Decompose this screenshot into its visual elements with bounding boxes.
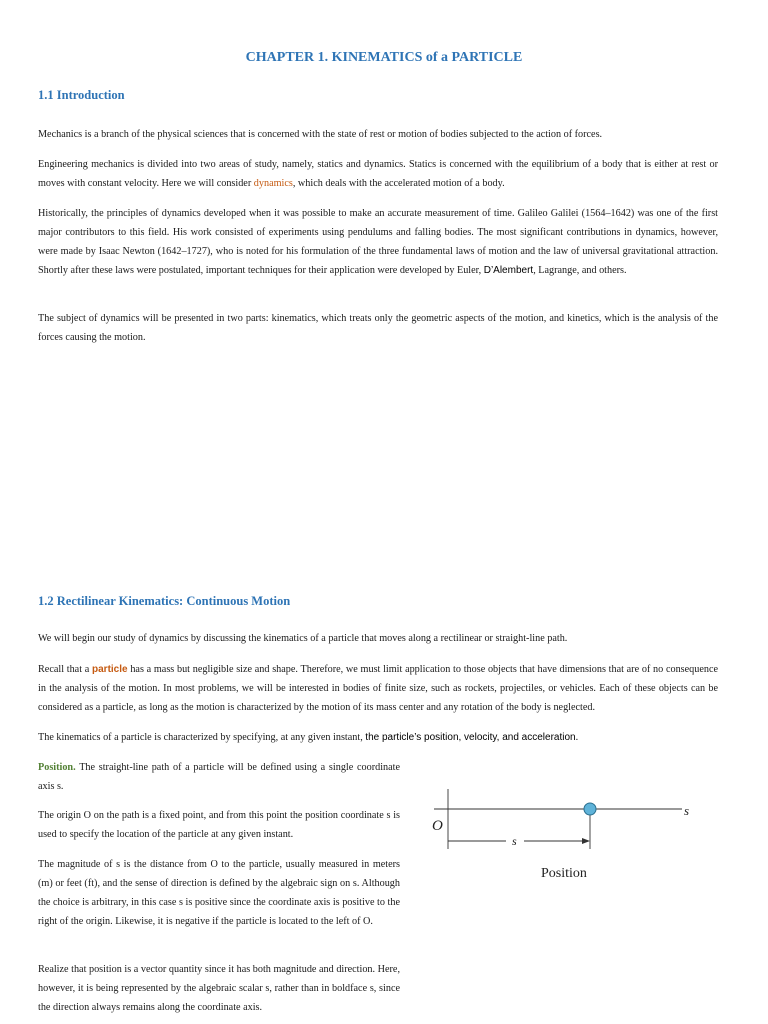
origin-paragraph: The origin O on the path is a fixed point, and from this point the position coordinate s is used to specify the location of the particle at any given instant. <box>38 810 400 840</box>
section-heading-rectilinear: 1.2 Rectilinear Kinematics: Continuous Motion <box>38 594 291 608</box>
section-heading-introduction: 1.1 Introduction <box>38 88 125 102</box>
rectilinear-paragraph-1: We will begin our study of dynamics by discussing the kinematics of a particle that moves along a rectilinear or straight-line path. <box>38 633 568 644</box>
position-paragraph: Position. The straight-line path of a particle will be defined using a single coordinate axis s. <box>38 762 400 792</box>
term-dynamics: dynamics <box>253 178 293 189</box>
dimension-arrow-head <box>582 838 590 844</box>
intro-paragraph-3: Historically, the principles of dynamics developed when it was possible to make an accurate measurement of time. Galileo Galilei (1564–1642) was one of the first major contributors to this field. His work consisted of experiments using pendulums and falling bodies. The most significant contributions in dynamics, however, were made by Isaac Newton (1642–1727), who is noted for his formulation of the three fundamental laws of motion and the law of universal gravitational attraction. Shortly after these laws were postulated, important techniques for their application were developed by Euler, D’Alembert, Lagrange, and others. <box>38 208 718 276</box>
vector-paragraph: Realize that position is a vector quantity since it has both magnitude and direction. Here, however, it is being represented by the algebraic scalar s, rather than in boldface s, since the direction always remains along the coordinate axis. <box>38 964 400 1013</box>
position-figure <box>420 785 720 895</box>
chapter-title: CHAPTER 1. KINEMATICS of a PARTICLE <box>245 50 523 65</box>
term-position: Position. <box>38 762 76 773</box>
intro-paragraph-4: The subject of dynamics will be presented in two parts: kinematics, which treats only the geometric aspects of the motion, and kinetics, which is the analysis of the forces causing the motion. <box>38 313 718 343</box>
origin-label: O <box>432 818 443 834</box>
rectilinear-paragraph-2: Recall that a particle has a mass but negligible size and shape. Therefore, we must limit application to those objects that have dimensions that are of no consequence in the analysis of the motion. In most problems, we will be interested in bodies of finite size, such as rockets, projectiles, or vehicles. Each of these objects can be considered as a particle, as long as the motion is characterized by the motion of its mass center and any rotation of the body is neglected. <box>38 664 718 713</box>
rectilinear-paragraph-3: The kinematics of a particle is characterized by specifying, at any given instant, the particle’s position, velocity, and acceleration. <box>38 732 579 743</box>
figure-caption: Position <box>541 866 587 881</box>
magnitude-paragraph: The magnitude of s is the distance from O to the particle, usually measured in meters (m) or feet (ft), and the sense of direction is defined by the algebraic sign on s. Although the choice is arbitrary, in this case s is positive since the coordinate axis is positive to the right of the origin. Likewise, it is negative if the particle is located to the left of O. <box>38 859 400 927</box>
dimension-label: s <box>512 834 517 848</box>
intro-paragraph-2: Engineering mechanics is divided into two areas of study, namely, statics and dynamics. Statics is concerned with the equilibrium of a body that is either at rest or moves with constant velocity. Here we will consider dynamics, which deals with the accelerated motion of a body. <box>38 159 718 189</box>
axis-label: s <box>684 803 690 818</box>
particle-marker <box>584 803 596 815</box>
term-particle: particle <box>92 664 128 675</box>
intro-paragraph-1: Mechanics is a branch of the physical sciences that is concerned with the state of rest or motion of bodies subjected to the action of forces. <box>38 129 603 140</box>
kinematic-quantities: the particle’s position, velocity, and acceleration <box>365 732 576 743</box>
name-dalembert: D’Alembert <box>483 265 534 276</box>
